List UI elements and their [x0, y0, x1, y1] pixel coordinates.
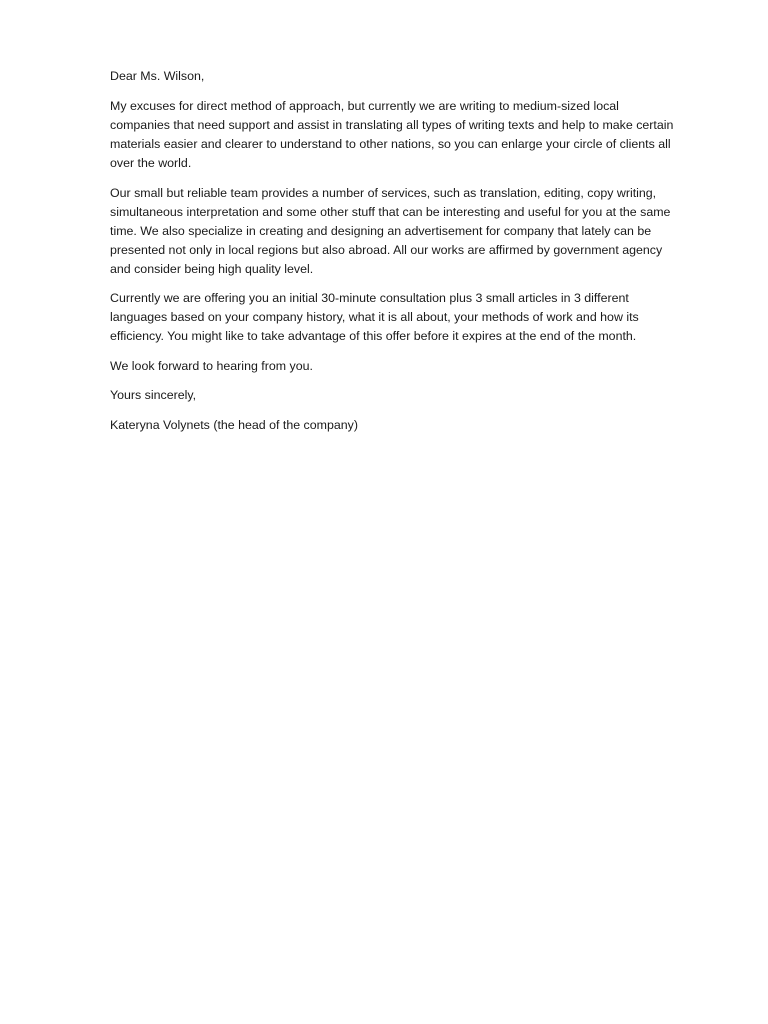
letter-paragraph-3: Currently we are offering you an initial 30-minute consultation plus 3 small articles in 3 different languages based on your company history, what it is all about, your methods of work and how its efficiency. You might like to take advantage of this offer before it expires at the end of the month. [110, 291, 639, 343]
letter-paragraph-2: Our small but reliable team provides a number of services, such as translation, editing, copy writing, simultaneous interpretation and some other stuff that can be interesting and useful for you at the same time. We also specialize in creating and designing an advertisement for company that lately can be presented not only in local regions but also abroad. All our works are affirmed by government agency and consider being high quality level. [110, 185, 671, 276]
letter-salutation: Dear Ms. Wilson, [110, 69, 205, 83]
letter-closing: Yours sincerely, [110, 388, 197, 402]
letter-paragraph-4: We look forward to hearing from you. [110, 358, 313, 373]
letter-signature: Kateryna Volynets (the head of the company) [110, 417, 358, 432]
letter-paragraph-1: My excuses for direct method of approach, but currently we are writing to medium-sized local companies that need support and assist in translating all types of writing texts and help to make certain materials easier and clearer to understand to other nations, so you can enlarge your circle of clients all over the world. [110, 99, 674, 170]
